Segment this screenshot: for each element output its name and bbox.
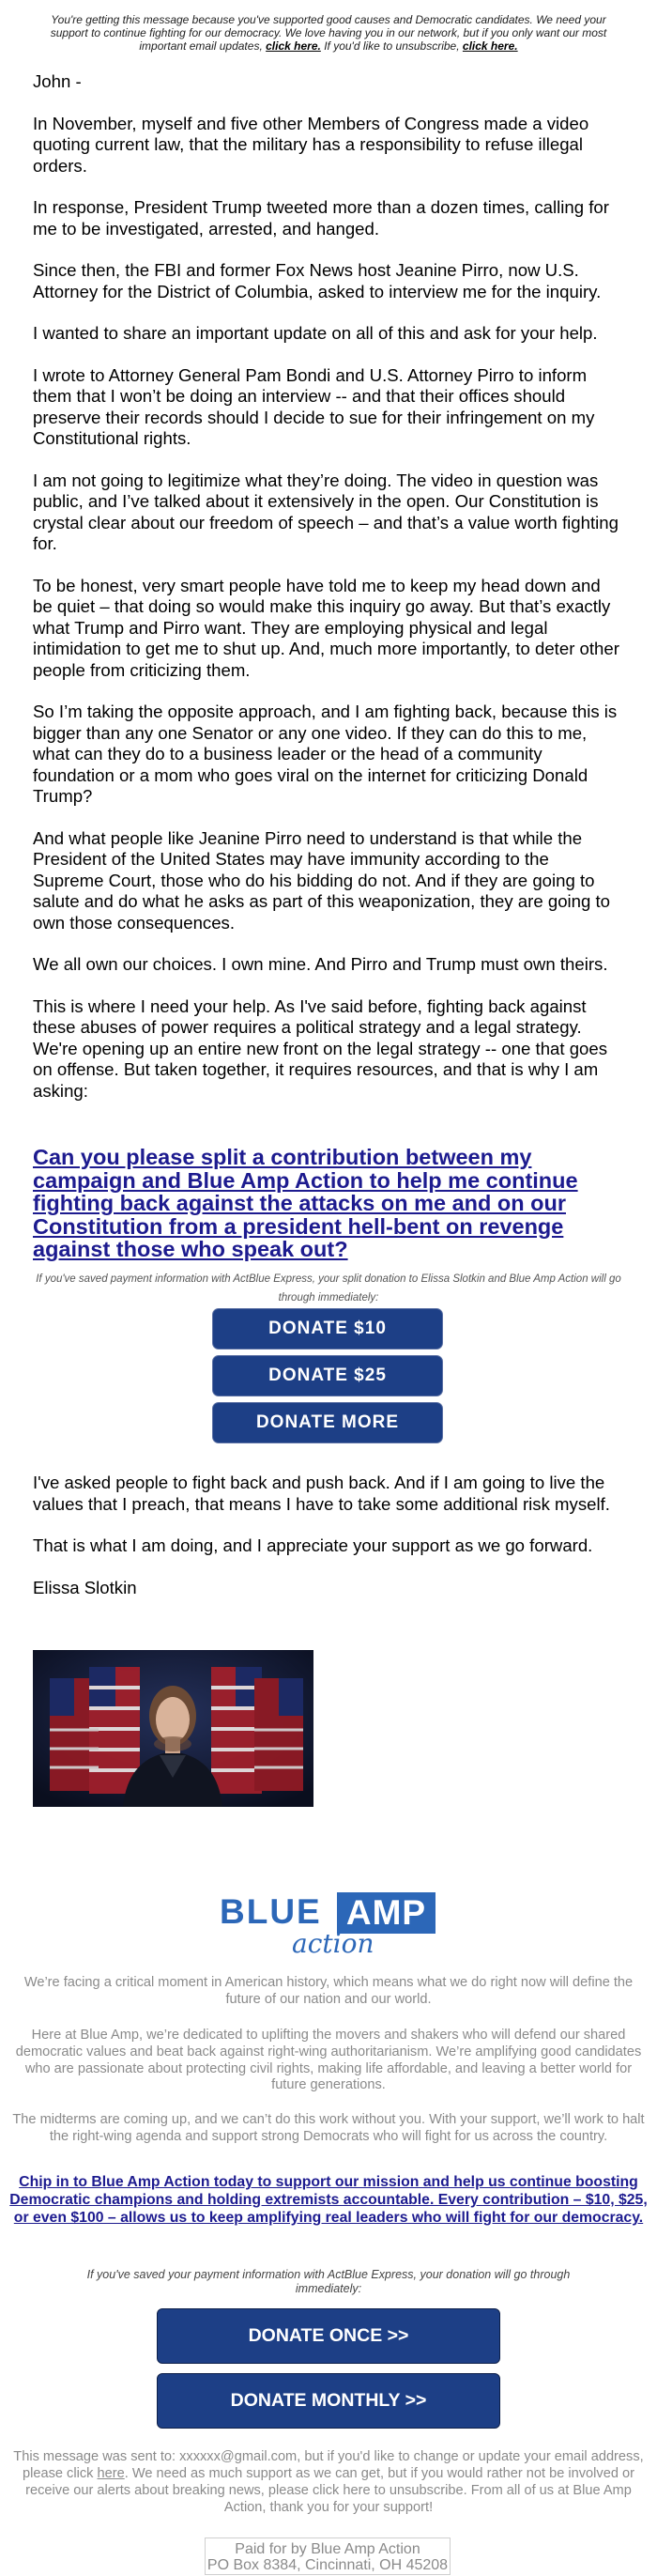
letter-paragraph: I am not going to legitimize what they’re doing. The video in question was public, and I’ve talked about it extensively in the open. Our Constitution is crystal clear about our freedom of speech – and that’s a value worth fighting for. [33, 470, 619, 553]
update-email-link[interactable]: here [97, 2466, 125, 2481]
donate-10-button[interactable]: DONATE $10 [212, 1308, 443, 1350]
letter-paragraph: In November, myself and five other Members of Congress made a video quoting current law, that the military has a responsibility to refuse illegal orders. [33, 113, 589, 176]
letter-paragraph: And what people like Jeanine Pirro need to understand is that while the President of the United States may have immunity according to the Supreme Court, those who do his bidding do not. And if they are going to salute and do what he asks as part of this weaponization, they are going to own those consequences. [33, 827, 611, 933]
letter-paragraph: We all own our choices. I own mine. And Pirro and Trump must own theirs. [33, 954, 608, 974]
unsubscribe-link[interactable]: click here. [462, 39, 518, 53]
letter-body [33, 71, 619, 1122]
closing-paragraph: I've asked people to fight back and push back. And if I am going to live the values that I preach, that means I have to take some additional risk myself. [33, 1473, 610, 1514]
letter-paragraph: I wrote to Attorney General Pam Bondi and U.S. Attorney Pirro to inform them that I won’t be doing an interview -- and that their offices should preserve their records should I decide to sue for their infringement on my Constitutional rights. [33, 364, 595, 448]
closing-paragraph: That is what I am doing, and I appreciate your support as we go forward. [33, 1535, 593, 1555]
letter-paragraph: I wanted to share an important update on all of this and ask for your help. [33, 323, 598, 343]
donate-more-button[interactable]: DONATE MORE [212, 1402, 443, 1443]
footer-part2: . We need as much support as we can get, but if you would rather not be involved or receive our alerts about breaking news, please click here to unsubscribe. From all of us at Blue Amp Action, thank you for your support! [25, 2466, 634, 2515]
salutation: John - [33, 71, 82, 91]
org-express-note: If you've saved your payment information with ActBlue Express, your donation will go through immediately: [86, 2268, 571, 2295]
blue-amp-logo [220, 1892, 437, 1958]
letter-paragraph: To be honest, very smart people have told me to keep my head down and be quiet – that doing so would make this inquiry go away. But that’s exactly what Trump and Pirro want. They are employing physical and legal intimidation to get me to shut up. And, much more importantly, to deter other people from criticizing them. [33, 575, 619, 680]
senator-photo [33, 1650, 313, 1807]
paid-for-box [205, 2537, 451, 2575]
chip-in-link[interactable]: Chip in to Blue Amp Action today to support our mission and help us continue boosting Democratic champions and holding extremists accountable. Every contribution – $10, $25, or even $100 – allows us to keep amplifying real leaders who will fight for our democracy. [9, 2174, 648, 2226]
org-paragraph: We’re facing a critical moment in American history, which means what we do right now will define the future of our nation and our world. [23, 1975, 634, 2007]
donate-25-button[interactable]: DONATE $25 [212, 1355, 443, 1396]
split-contribution-link[interactable]: Can you please split a contribution between my campaign and Blue Amp Action to help me continue fighting back against the attacks on me and on our Constitution from a president hell-bent on revenge against those who speak out? [33, 1145, 578, 1261]
letter-paragraph: Since then, the FBI and former Fox News host Jeanine Pirro, now U.S. Attorney for the District of Columbia, asked to interview me for the inquiry. [33, 260, 602, 301]
letter-paragraph: So I’m taking the opposite approach, and I am fighting back, because this is bigger than any one Senator or any one video. If they can do this to me, what can they do to a business leader or the head of a community foundation or a mom who goes viral on the internet for criticizing Donald Trump? [33, 702, 618, 806]
paid-for-text: Paid for by Blue Amp Action [235, 2541, 420, 2557]
preheader-text: You're getting this message because you've supported good causes and Democratic candidates. We need your support to continue fighting for our democracy. We love having you in our network, but if you only want our most important email updates, [50, 13, 607, 53]
logo-blue-text: BLUE [220, 1892, 322, 1931]
mailing-address: PO Box 8384, Cincinnati, OH 45208 [206, 2557, 449, 2573]
logo-amp-text: AMP [337, 1892, 435, 1934]
preheader-mid-text: If you'd like to unsubscribe, [324, 39, 460, 53]
letter-closing [33, 1473, 619, 1619]
preheader [38, 13, 619, 53]
letter-paragraph: In response, President Trump tweeted more than a dozen times, calling for me to be investigated, arrested, and hanged. [33, 197, 609, 239]
actblue-express-note: If you've saved payment information with ActBlue Express, your split donation to Elissa Slotkin and Blue Amp Action will go through immediately: [36, 1273, 621, 1303]
signature: Elissa Slotkin [33, 1577, 137, 1597]
letter-paragraph: This is where I need your help. As I've said before, fighting back against these abuses of power requires a political strategy and a legal strategy. We're opening up an entire new front on the legal strategy -- one that goes on offense. But taken together, it requires resources, and that is why I am asking: [33, 995, 608, 1101]
org-paragraph: The midterms are coming up, and we can’t do this work without you. With your support, we’ll work to halt the right-wing agenda and support strong Democrats who will fight for us across the country. [12, 2112, 645, 2144]
footer-text [8, 2448, 649, 2516]
footer-part1: This message was sent to: xxxxxx@gmail.com, but if you'd like to change or update your email address, please click [13, 2449, 644, 2481]
email-preferences-link[interactable]: click here. [266, 39, 321, 53]
donate-once-button[interactable]: DONATE ONCE >> [157, 2308, 500, 2364]
org-paragraph: Here at Blue Amp, we’re dedicated to uplifting the movers and shakers who will defend our shared democratic values and beat back against right-wing authoritarianism. We’re amplifying good candidates who are passionate about protecting civil rights, making life affordable, and leaving a better world for future generations. [15, 2028, 642, 2093]
donate-monthly-button[interactable]: DONATE MONTHLY >> [157, 2373, 500, 2429]
logo-action-text: action [292, 1928, 374, 1959]
